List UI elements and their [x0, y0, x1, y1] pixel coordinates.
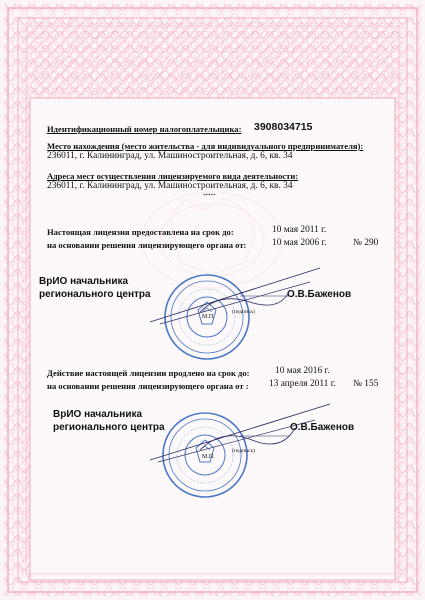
signature-scribble-2 [140, 398, 340, 468]
signature-scribble-1 [140, 262, 340, 332]
license-basis-label: на основании решения лицензирующего органа от: [47, 240, 247, 250]
stars-mark: ***** [203, 194, 216, 199]
activity-address-value: 236011, г. Калининград, ул. Машиностроительная, д. 6, кв. 34 [47, 181, 293, 191]
signer-name-2: О.В.Баженов [290, 422, 355, 433]
extension-term-label: Действие настоящей лицензии продлено на срок до: [47, 368, 250, 378]
extension-term-value: 10 мая 2016 г. [275, 366, 330, 376]
license-term-value: 10 мая 2011 г. [272, 225, 327, 235]
sign-caption-2: (подпись) [232, 448, 255, 454]
location-label: Место нахождения (место жительства - для индивидуального предпринимателя): [47, 141, 364, 151]
signer-title-2a: ВрИО начальника [53, 409, 143, 420]
inn-label: Идентификационный номер налогоплательщика: [47, 124, 242, 134]
extension-basis-date: 13 апреля 2011 г. [269, 379, 336, 389]
signer-name-1: О.В.Баженов [287, 289, 352, 300]
inn-value: 3908034715 [254, 121, 313, 133]
extension-basis-label: на основании решения лицензирующего органа от : [47, 381, 249, 391]
license-basis-date: 10 мая 2006 г. [272, 238, 327, 248]
license-basis-number: № 290 [353, 238, 379, 248]
signer-title-2b: регионального центра [53, 422, 165, 433]
stamp-mark-1: М.П. [202, 314, 215, 320]
activity-address-label: Адреса мест осуществления лицензируемого вида деятельности: [47, 171, 299, 181]
signer-title-1b: регионального центра [39, 289, 151, 300]
location-value: 236011, г. Калининград, ул. Машиностроительная, д. 6, кв. 34 [47, 151, 293, 161]
stamp-mark-2: М.П. [202, 454, 215, 460]
license-term-label: Настоящая лицензия предоставлена на срок до: [47, 227, 234, 237]
extension-basis-number: № 155 [353, 379, 379, 389]
signer-title-1a: ВрИО начальника [39, 276, 129, 287]
sign-caption-1: (подпись) [232, 309, 255, 315]
